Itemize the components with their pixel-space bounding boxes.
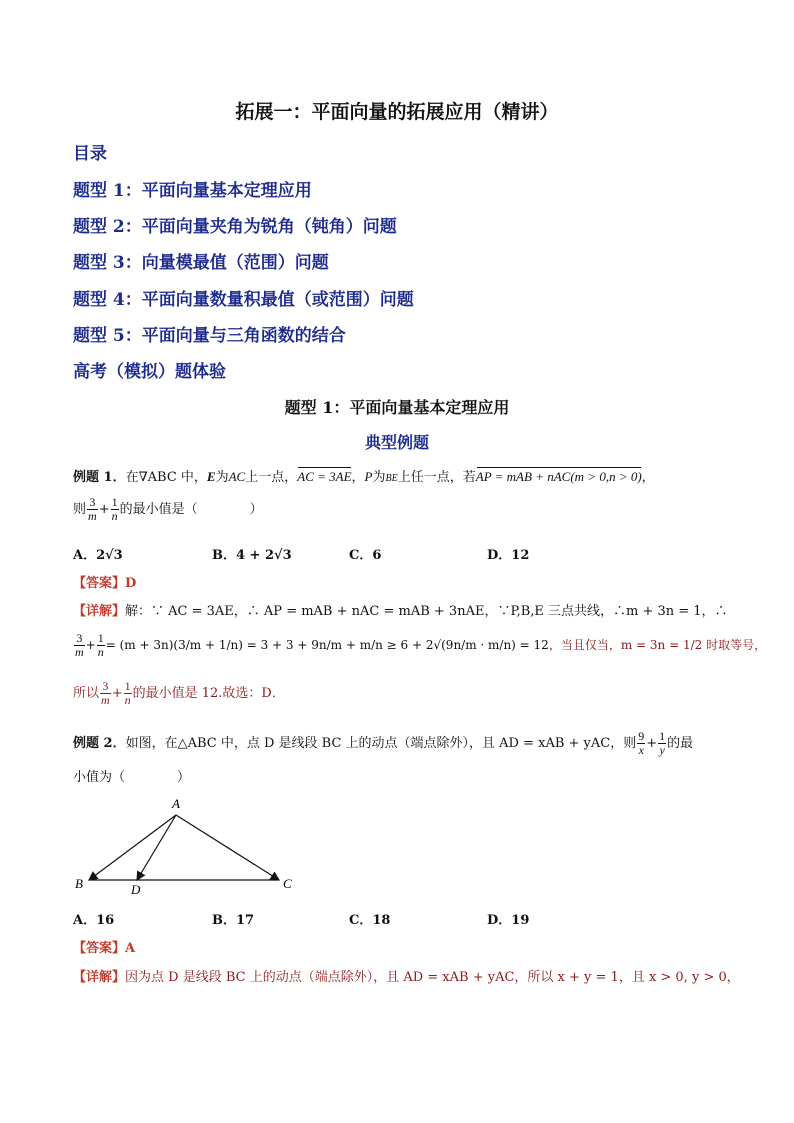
- toc-item-3[interactable]: 题型 3：向量模最值（范围）问题: [73, 253, 329, 273]
- example2-line1: 例题 2．如图，在△ABC 中，点 D 是线段 BC 上的动点（端点除外），且 AD = xAB + yAC，则 $\frac{9}{x}$ + $\frac{1}{y}$ 的最: [73, 729, 694, 757]
- example1-option-b[interactable]: B．4 + 2√3: [212, 548, 292, 563]
- vector-ac: [176, 815, 279, 880]
- detail-tag: 【详解】: [73, 604, 126, 619]
- toc-heading: 目录: [73, 144, 107, 164]
- example2-option-a[interactable]: A．16: [73, 913, 115, 928]
- section-title: 题型 1：平面向量基本定理应用: [284, 398, 510, 417]
- toc-item-5[interactable]: 题型 5：平面向量与三角函数的结合: [73, 326, 346, 346]
- page-title: 拓展一：平面向量的拓展应用（精讲）: [235, 101, 559, 123]
- toc-item-1[interactable]: 题型 1：平面向量基本定理应用: [73, 181, 312, 201]
- sub-title: 典型例题: [364, 433, 429, 452]
- toc-item-4[interactable]: 题型 4：平面向量数量积最值（或范围）问题: [73, 290, 414, 310]
- example1-eq1: AC = 3AE: [297, 469, 352, 484]
- fraction-9-over-x: $\frac{9}{x}$: [638, 729, 645, 757]
- example2-option-d[interactable]: D．19: [487, 913, 530, 928]
- answer-tag: 【答案】: [73, 576, 126, 591]
- label-c: C: [283, 876, 292, 891]
- example2-answer: [73, 937, 135, 956]
- toc-item-6[interactable]: 高考（模拟）题体验: [73, 362, 226, 382]
- example1-detail-line1: 【详解】解：∵ AC = 3AE，∴ AP = mAB + nAC = mAB + 3nAE，∵P,B,E 三点共线，∴m + 3n = 1，∴: [73, 604, 728, 619]
- label-b: B: [75, 876, 83, 891]
- example1-option-d[interactable]: D．12: [487, 548, 530, 563]
- example1-label: 例题 1．: [73, 470, 126, 485]
- answer-value: A: [125, 941, 136, 956]
- fraction-1-over-y: $\frac{1}{y}$: [659, 729, 666, 757]
- fraction-3-over-m: $\frac{3}{m}$: [88, 495, 97, 523]
- answer-value: D: [125, 576, 137, 591]
- triangle-figure: [72, 793, 312, 903]
- detail-tag: 【详解】: [73, 970, 126, 985]
- example2-label: 例题 2．: [73, 736, 126, 751]
- example2-option-b[interactable]: B．17: [212, 913, 255, 928]
- example2-line2: 小值为（ ）: [73, 770, 191, 785]
- example2-option-c[interactable]: C．18: [349, 913, 391, 928]
- example1-eq2: AP = mAB + nAC(m > 0,n > 0): [475, 469, 642, 484]
- example1-detail-line2: $\frac{3}{m}$ + $\frac{1}{n}$ = (m + 3n)(3/m + 1/n) = 3 + 3 + 9n/m + m/n ≥ 6 + 2√(9n/m · m/n) = 12，当且仅当，m = 3n = 1/2 时取等号，: [75, 631, 767, 659]
- label-d: D: [131, 882, 141, 897]
- example1-detail-line3: 所以 $\frac{3}{m}$ + $\frac{1}{n}$ 的最小值是 12.故选：D．: [73, 679, 285, 707]
- toc-item-2[interactable]: 题型 2：平面向量夹角为锐角（钝角）问题: [73, 217, 397, 237]
- label-a: A: [172, 796, 180, 811]
- example1-line1: 例题 1．在∇ABC 中，E为AC上一点，AC = 3AE，P为BE上任一点，若AP = mAB + nAC(m > 0,n > 0)，: [73, 469, 655, 485]
- vector-ad: [137, 815, 176, 880]
- example1-option-a[interactable]: A．2√3: [73, 548, 123, 563]
- vector-ab: [89, 815, 176, 880]
- answer-tag: 【答案】: [73, 941, 126, 956]
- example1-option-c[interactable]: C．6: [349, 548, 382, 563]
- fraction-1-over-n: $\frac{1}{n}$: [111, 495, 118, 523]
- example1-line2: 则 $\frac{3}{m}$ + $\frac{1}{n}$ 的最小值是（ ）: [73, 495, 263, 523]
- example1-answer: [73, 572, 136, 591]
- example2-detail: 【详解】因为点 D 是线段 BC 上的动点（端点除外），且 AD = xAB + yAC，所以 x + y = 1，且 x > 0, y > 0，: [73, 970, 740, 985]
